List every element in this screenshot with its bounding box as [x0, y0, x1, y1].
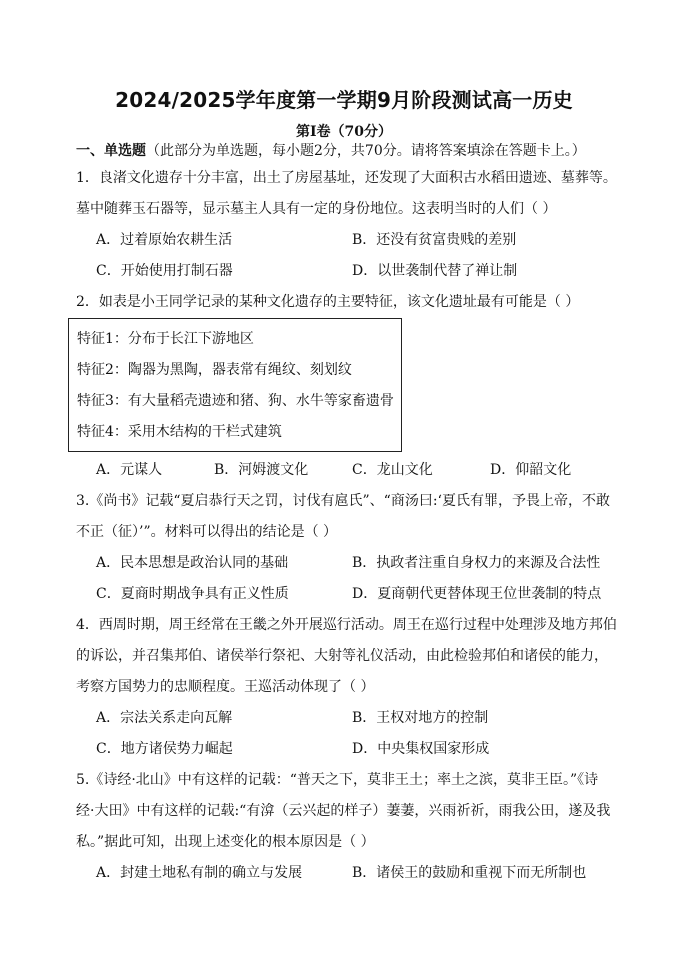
q3-stem-line-2: 不正（征）’”。材料可以得出的结论是（ ）: [76, 524, 338, 540]
q3-stem-line-1: 3.《尚书》记载“夏启恭行天之罚，讨伐有扈氏”、“商汤曰:‘夏氏有罪，予畏上帝，不敢: [76, 493, 610, 509]
feature-table: [68, 318, 402, 452]
q4-option-a[interactable]: A．宗法关系走向瓦解: [96, 710, 233, 726]
q1-option-c[interactable]: C．开始使用打制石器: [96, 263, 233, 279]
q5-option-a[interactable]: A．封建土地私有制的确立与发展: [96, 865, 303, 881]
q1-stem-line-2: 墓中随葬玉石器等，显示墓主人具有一定的身份地位。这表明当时的人们（ ）: [76, 201, 557, 217]
feature-row: 特征4：采用木结构的干栏式建筑: [77, 424, 282, 440]
q3-option-d[interactable]: D．夏商朝代更替体现王位世袭制的特点: [352, 586, 602, 602]
section-instructions: （此部分为单选题，每小题2分，共70分。请将答案填涂在答题卡上。）: [146, 143, 586, 159]
feature-row: 特征2：陶器为黑陶，器表常有绳纹、刻划纹: [77, 362, 352, 378]
q1-option-b[interactable]: B．还没有贫富贵贱的差别: [352, 232, 517, 248]
q5-option-b[interactable]: B．诸侯王的鼓励和重视下而无所制也: [352, 865, 587, 881]
q3-option-b[interactable]: B．执政者注重自身权力的来源及合法性: [352, 555, 601, 571]
q3-option-a[interactable]: A．民本思想是政治认同的基础: [96, 555, 289, 571]
q3-option-c[interactable]: C．夏商时期战争具有正义性质: [96, 586, 289, 602]
q1-stem-line-1: 1．良渚文化遗存十分丰富，出土了房屋基址，还发现了大面积古水稻田遗迹、墓葬等。: [76, 170, 617, 186]
volume-heading: 第Ⅰ卷（70分）: [295, 124, 393, 140]
q4-option-b[interactable]: B．王权对地方的控制: [352, 710, 489, 726]
q4-stem-line-2: 的诉讼，并召集邦伯、诸侯举行祭祀、大射等礼仪活动，由此检验邦伯和诸侯的能力，: [76, 648, 608, 664]
feature-row: 特征3：有大量稻壳遗迹和猪、狗、水牛等家畜遗骨: [77, 393, 394, 409]
q2-option-c[interactable]: C．龙山文化: [352, 462, 433, 478]
q1-option-a[interactable]: A．过着原始农耕生活: [96, 232, 233, 248]
q4-stem-line-3: 考察方国势力的忠顺程度。王巡活动体现了（ ）: [76, 679, 375, 695]
q5-stem-line-3: 私。”据此可知，出现上述变化的根本原因是（ ）: [76, 834, 375, 850]
section-heading: 一、单选题: [76, 143, 146, 159]
q4-stem-line-1: 4．西周时期，周王经常在王畿之外开展巡行活动。周王在巡行过程中处理涉及地方邦伯: [76, 617, 617, 633]
q1-option-d[interactable]: D．以世袭制代替了禅让制: [352, 263, 518, 279]
q4-option-d[interactable]: D．中央集权国家形成: [352, 741, 490, 757]
q4-option-c[interactable]: C．地方诸侯势力崛起: [96, 741, 233, 757]
exam-title: 2024/2025学年度第一学期9月阶段测试高一历史: [115, 88, 573, 112]
q2-option-a[interactable]: A．元谋人: [96, 462, 163, 478]
section-header: [76, 141, 586, 161]
q2-stem-line-1: 2．如表是小王同学记录的某种文化遗存的主要特征，该文化遗址最有可能是（ ）: [76, 294, 580, 310]
q2-option-d[interactable]: D．仰韶文化: [490, 462, 572, 478]
q5-stem-line-1: 5.《诗经·北山》中有这样的记载：“普天之下，莫非王土；率土之滨，莫非王臣。”《诗: [76, 772, 599, 788]
q2-option-b[interactable]: B．河姆渡文化: [214, 462, 309, 478]
feature-row: 特征1：分布于长江下游地区: [77, 331, 254, 347]
q5-stem-line-2: 经·大田》中有这样的记载:“有渰（云兴起的样子）萋萋，兴雨祈祈，雨我公田，遂及我: [76, 803, 611, 819]
